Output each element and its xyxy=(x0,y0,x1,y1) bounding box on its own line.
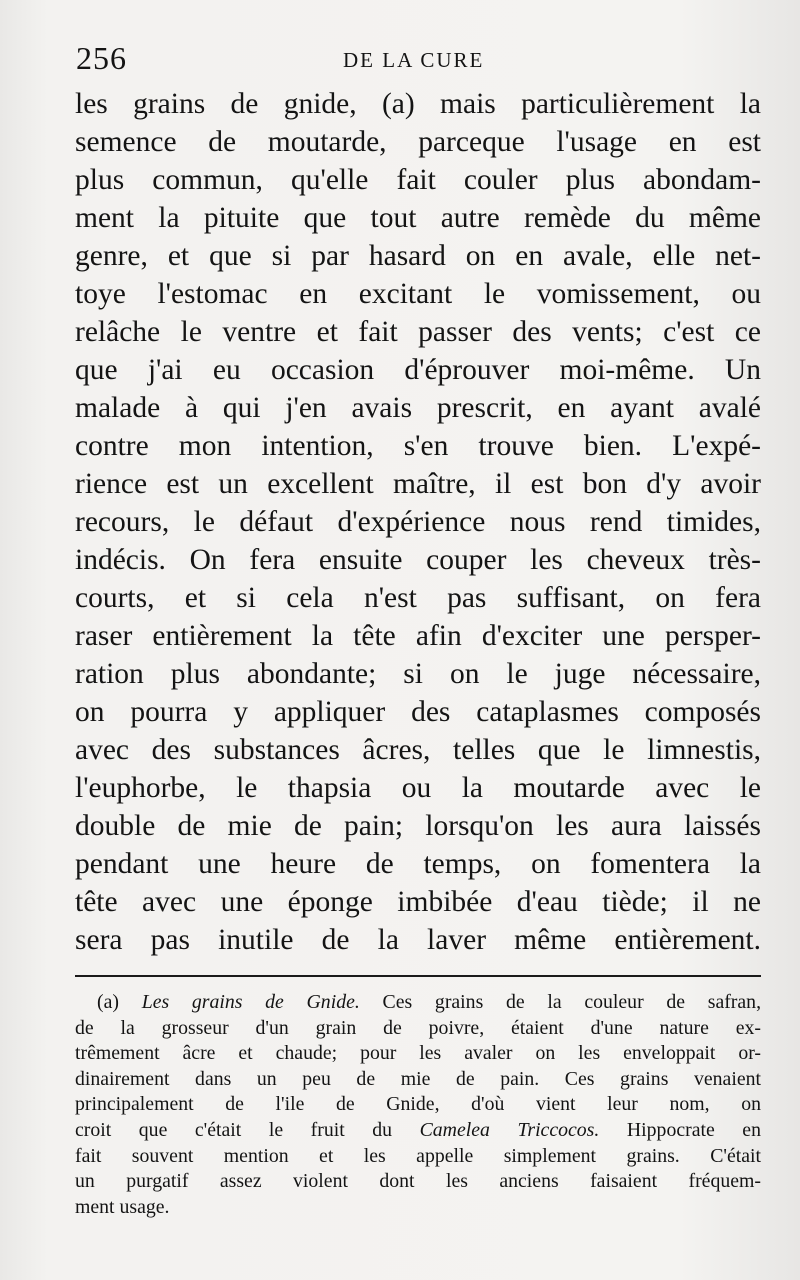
footnote-rule xyxy=(75,975,761,977)
footnote-marker: (a) xyxy=(97,991,119,1013)
footnote-text: Ces grains de la couleur de safran, xyxy=(382,991,762,1013)
text-line: double de mie de pain; lorsqu'on les aura laissés xyxy=(75,810,761,842)
footnote-text: Hippocrate en xyxy=(626,1118,761,1141)
footnote-term: Les grains de Gnide. xyxy=(141,991,360,1013)
text-line: que j'ai eu occasion d'éprouver moi-même. Un xyxy=(75,354,761,386)
footnote xyxy=(75,990,761,1220)
text-line: pendant une heure de temps, on fomentera la xyxy=(75,848,761,880)
page-header xyxy=(76,40,766,80)
footnote-line: de la grosseur d'un grain de poivre, étaient d'une nature ex- xyxy=(75,1016,761,1039)
text-line: raser entièrement la tête afin d'exciter une persper- xyxy=(75,620,761,652)
footnote-line: dinairement dans un peu de mie de pain. Ces grains venaient xyxy=(75,1067,761,1090)
footnote-text: croit que c'était le fruit du xyxy=(75,1118,393,1141)
text-line: sera pas inutile de la laver même entièrement. xyxy=(75,924,761,956)
text-line: avec des substances âcres, telles que le limnestis, xyxy=(75,734,761,766)
text-line: contre mon intention, s'en trouve bien. L'expé- xyxy=(75,430,761,462)
text-line: l'euphorbe, le thapsia ou la moutarde avec le xyxy=(75,772,761,804)
footnote-species: Camelea Triccocos. xyxy=(419,1118,600,1141)
text-line: courts, et si cela n'est pas suffisant, on fera xyxy=(75,582,761,614)
main-text xyxy=(75,85,761,959)
text-line: plus commun, qu'elle fait couler plus abondam- xyxy=(75,164,761,196)
text-line: rience est un excellent maître, il est bon d'y avoir xyxy=(75,468,761,500)
text-line: recours, le défaut d'expérience nous rend timides, xyxy=(75,506,761,538)
footnote-line: principalement de l'ile de Gnide, d'où vient leur nom, on xyxy=(75,1093,761,1116)
footnote-line xyxy=(75,1118,761,1144)
footnote-line xyxy=(75,990,761,1016)
text-line: relâche le ventre et fait passer des vents; c'est ce xyxy=(75,316,761,348)
footnote-line: ment usage. xyxy=(75,1195,170,1218)
running-head: DE LA CURE xyxy=(343,48,485,72)
text-line: toye l'estomac en excitant le vomissement, ou xyxy=(75,278,761,310)
footnote-line: un purgatif assez violent dont les anciens faisaient fréquem- xyxy=(75,1170,761,1193)
page-number: 256 xyxy=(76,40,127,76)
text-line: tête avec une éponge imbibée d'eau tiède; il ne xyxy=(75,886,761,918)
footnote-line: trêmement âcre et chaude; pour les avaler on les enveloppait or- xyxy=(75,1042,761,1065)
text-line: indécis. On fera ensuite couper les cheveux très- xyxy=(75,544,761,576)
footnote-line: fait souvent mention et les appelle simplement grains. C'était xyxy=(75,1144,761,1167)
text-line: on pourra y appliquer des cataplasmes composés xyxy=(75,696,761,728)
text-line: semence de moutarde, parceque l'usage en est xyxy=(75,126,761,158)
text-line: les grains de gnide, (a) mais particulièrement la xyxy=(75,88,761,120)
text-line: ration plus abondante; si on le juge nécessaire, xyxy=(75,658,761,690)
text-line: ment la pituite que tout autre remède du même xyxy=(75,202,761,234)
text-line: genre, et que si par hasard on en avale, elle net- xyxy=(75,240,761,272)
text-line: malade à qui j'en avais prescrit, en ayant avalé xyxy=(75,392,761,424)
